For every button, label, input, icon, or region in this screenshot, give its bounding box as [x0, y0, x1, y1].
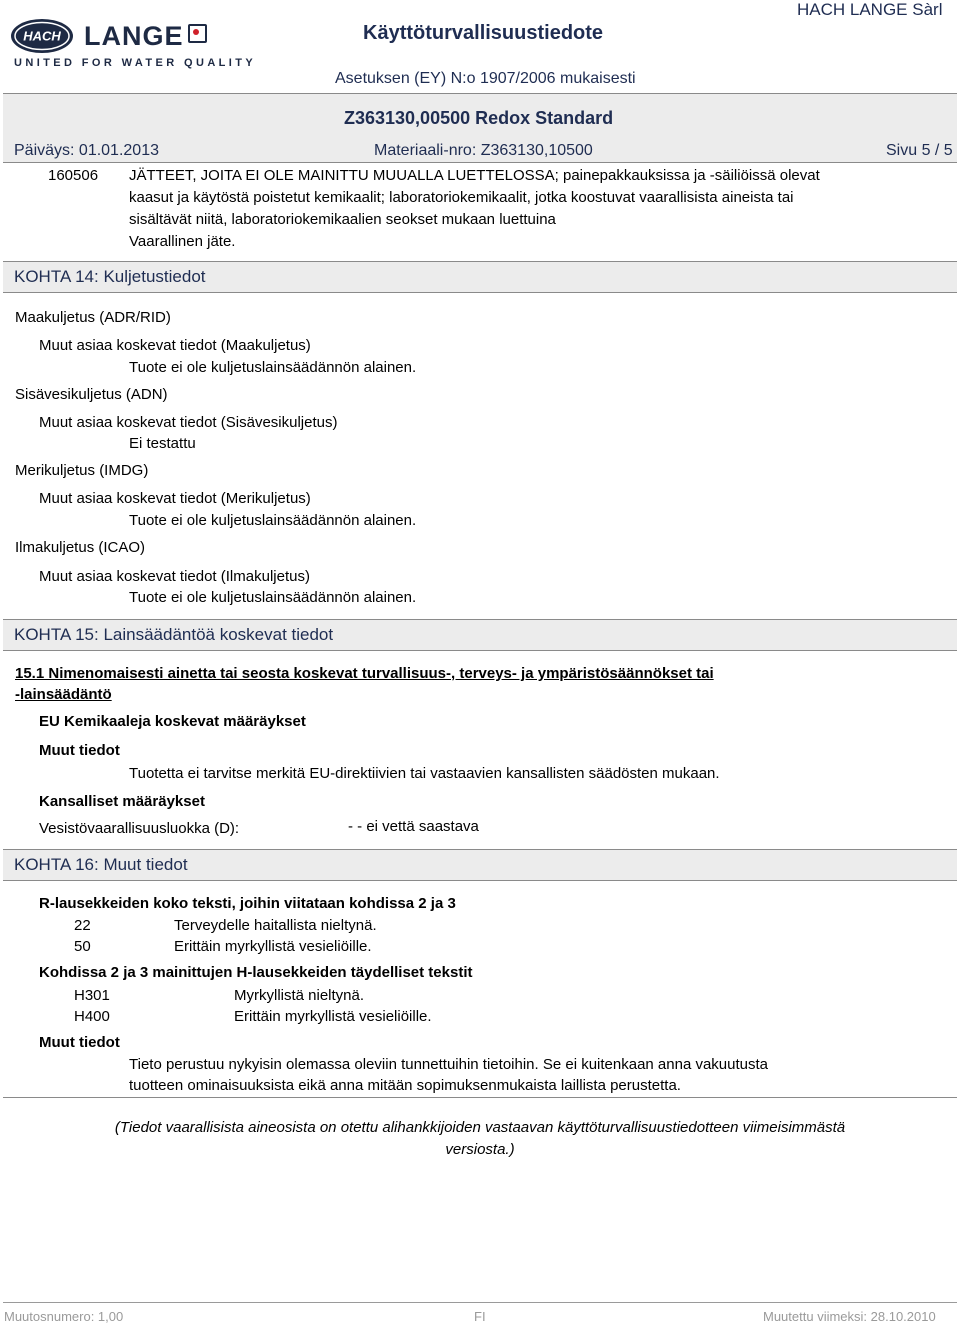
inland-other-info-text: Ei testattu	[129, 435, 196, 452]
h-statement-code: H400	[74, 1008, 110, 1025]
document-title: Käyttöturvallisuustiedote	[363, 22, 604, 44]
disclaimer-line-2: versiosta.)	[445, 1141, 515, 1158]
sea-other-info-label: Muut asiaa koskevat tiedot (Merikuljetus)	[39, 490, 311, 507]
company-name: HACH LANGE Sàrl	[797, 0, 943, 19]
road-transport-heading: Maakuljetus (ADR/RID)	[15, 309, 171, 326]
registered-mark-icon	[188, 24, 207, 43]
air-transport-heading: Ilmakuljetus (ICAO)	[15, 539, 146, 556]
lange-logo-text: LANGE	[84, 21, 184, 51]
regulation-reference: Asetuksen (EY) N:o 1907/2006 mukaisesti	[335, 70, 636, 87]
page-number: Sivu 5 / 5	[886, 142, 953, 159]
air-other-info-label: Muut asiaa koskevat tiedot (Ilmakuljetus)	[39, 568, 310, 585]
tagline: UNITED FOR WATER QUALITY	[14, 57, 257, 69]
section-16-bar	[3, 849, 957, 881]
r-phrases-heading: R-lausekkeiden koko teksti, joihin viitataan kohdissa 2 ja 3	[39, 895, 456, 912]
footer-divider	[3, 1302, 957, 1303]
s16-other-info-line-2: tuotteen ominaisuuksista eikä anna mitään sopimuksenmukaista laillista perustetta.	[129, 1077, 681, 1094]
material-number: Materiaali-nro: Z363130,10500	[374, 142, 593, 159]
s16-other-info-label: Muut tiedot	[39, 1034, 120, 1051]
section-14-bar	[3, 261, 957, 293]
hach-logo-text: HACH	[23, 28, 61, 44]
eu-regulations-heading: EU Kemikaaleja koskevat määräykset	[39, 713, 306, 730]
section-15-title: KOHTA 15: Lainsäädäntöä koskevat tiedot	[14, 625, 334, 644]
subsection-15-1-title: 15.1 Nimenomaisesti ainetta tai seosta koskevat turvallisuus-, terveys- ja ympäristösäännökset tai	[15, 665, 714, 682]
sea-transport-heading: Merikuljetus (IMDG)	[15, 462, 149, 479]
section-15-bar	[3, 619, 957, 651]
subsection-15-1-title-cont: -lainsäädäntö	[15, 686, 112, 703]
disclaimer-line-1: (Tiedot vaarallisista aineosista on otettu alihankkijoiden vastaavan käyttöturvallisuustiedotteen viimeisimmästä	[114, 1119, 846, 1136]
divider	[3, 1097, 957, 1098]
r-phrase-code: 50	[74, 938, 91, 955]
h-statements-heading: Kohdissa 2 ja 3 mainittujen H-lausekkeiden täydelliset tekstit	[39, 964, 473, 981]
waste-line-2: kaasut ja käytöstä poistetut kemikaalit; laboratoriokemikaalit, jotka koostuvat vaarallisista aineista tai	[129, 189, 794, 206]
h-statement-code: H301	[74, 987, 110, 1004]
disclaimer	[60, 1117, 900, 1161]
waste-line-3: sisältävät niitä, laboratoriokemikaalien seokset mukaan luettuina	[129, 211, 556, 228]
waste-line-1: JÄTTEET, JOITA EI OLE MAINITTU MUUALLA LUETTELOSSA; painepakkauksissa ja -säiliöissä olevat	[129, 167, 820, 184]
road-other-info-text: Tuote ei ole kuljetuslainsäädännön alainen.	[129, 359, 417, 376]
section-14-title: KOHTA 14: Kuljetustiedot	[14, 267, 206, 286]
inland-other-info-label: Muut asiaa koskevat tiedot (Sisävesikuljetus)	[39, 414, 338, 431]
water-hazard-class-label: Vesistövaarallisuusluokka (D):	[39, 820, 240, 837]
revision-number: Muutosnumero: 1,00	[4, 1309, 124, 1324]
lange-logo	[84, 21, 207, 52]
water-hazard-class-value: - - ei vettä saastava	[348, 818, 479, 835]
road-other-info-label: Muut asiaa koskevat tiedot (Maakuljetus)	[39, 337, 311, 354]
r-phrase-code: 22	[74, 917, 91, 934]
section-16-title: KOHTA 16: Muut tiedot	[14, 855, 188, 874]
r-phrase-text: Erittäin myrkyllistä vesieliöille.	[174, 938, 372, 955]
h-statement-text: Erittäin myrkyllistä vesieliöille.	[234, 1008, 432, 1025]
s15-other-info-label: Muut tiedot	[39, 742, 120, 759]
s16-other-info-line-1: Tieto perustuu nykyisin olemassa oleviin tunnettuihin tietoihin. Se ei kuitenkaan anna vakuutusta	[129, 1056, 769, 1073]
waste-code: 160506	[48, 167, 99, 184]
issue-date: Päiväys: 01.01.2013	[14, 142, 159, 159]
air-other-info-text: Tuote ei ole kuljetuslainsäädännön alainen.	[129, 589, 417, 606]
waste-line-4: Vaarallinen jäte.	[129, 233, 236, 250]
national-regulations-heading: Kansalliset määräykset	[39, 793, 205, 810]
sea-other-info-text: Tuote ei ole kuljetuslainsäädännön alainen.	[129, 512, 417, 529]
inland-transport-heading: Sisävesikuljetus (ADN)	[15, 386, 168, 403]
hach-logo	[10, 18, 74, 54]
language-code: FI	[474, 1309, 486, 1324]
s15-other-info-text: Tuotetta ei tarvitse merkitä EU-direktiivien tai vastaavien kansallisten säädösten mukaan.	[129, 765, 720, 782]
last-modified: Muutettu viimeksi: 28.10.2010	[763, 1309, 936, 1324]
h-statement-text: Myrkyllistä nieltynä.	[234, 987, 365, 1004]
product-name: Z363130,00500 Redox Standard	[344, 108, 614, 128]
r-phrase-text: Terveydelle haitallista nieltynä.	[174, 917, 377, 934]
